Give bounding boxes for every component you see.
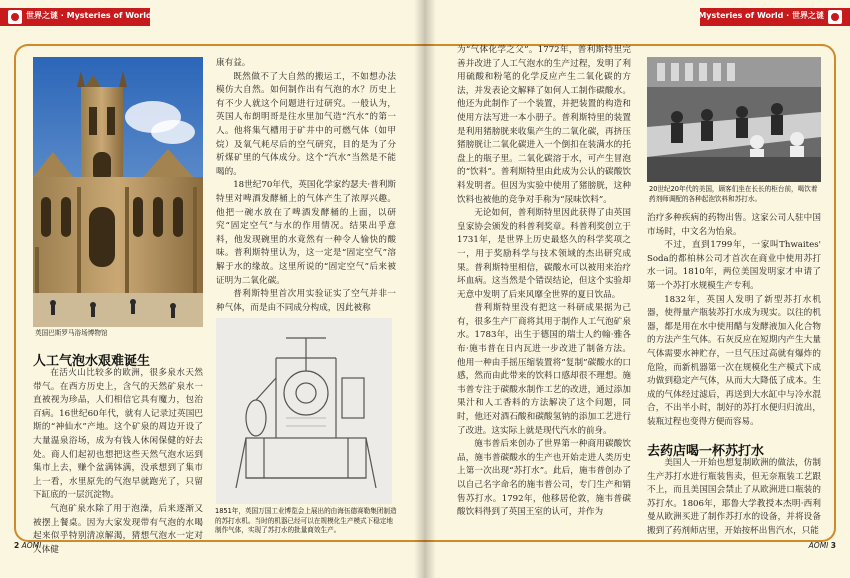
bath-abbey-photo	[33, 57, 203, 327]
soda-machine-illustration	[216, 318, 392, 504]
paragraph: 施韦普后来创办了世界第一种商用碳酸饮品，施韦普碳酸水的生产也开始走进人类历史上第一次出现“苏打水”。此后，施韦普创办了以自己名字命名的施韦普公司，专门生产和销售苏打水。1792年，他移居伦敦，施韦普碳酸饮料得到了英国王室的认可，并作为	[457, 439, 631, 518]
magazine-name: AOMI	[808, 541, 829, 550]
soda-fountain-caption: 20世纪20年代的美国，顾客们坐在长长的柜台前，喝饮着药剂师调配的各种起泡饮料和苏打水。	[649, 185, 818, 203]
bath-photo-caption: 英国巴斯罗马浴场博物馆	[35, 329, 108, 337]
paragraph: 18世纪70年代，英国化学家约瑟夫·普利斯特里对啤酒发酵桶上的气体产生了浓厚兴趣。他把一碗水放在了啤酒发酵桶的上面，以研究“固定空气”与水的作用情况。结果出乎意料，他发现碗里的水竟然有一种令人愉快的酸味。普利斯特里认为，这一定是“固定空气”溶解于水的缘故。这里所说的“固定空气”后来被证明为二氧化碳。	[216, 180, 396, 286]
paragraph: 不过，直到1799年，一家叫Thwaites' Soda的都柏林公司才首次在商业中使用苏打水一词。1810年，两位美国发明家才申请了第一个苏打水规模生产专利。	[647, 240, 821, 291]
paragraph: 康有益。	[216, 58, 251, 68]
page-number: 2	[14, 541, 20, 550]
globe-icon	[8, 10, 22, 24]
soda-fountain-illustration	[647, 57, 821, 182]
right-page	[425, 0, 850, 578]
soda-machine-caption: 1851年，英国万国工业博览会上展出的由海伍德赛勒集团制造的苏打水机。当时的机器已经可以在规模化生产模式下稳定地制作气体，实现了苏打水的批量商效生产。	[215, 507, 397, 535]
paragraph: 无论如何，普利斯特里因此获得了由英国皇家协会颁发的科普利奖章。科普利奖创立于1731年，是世界上历史最悠久的科学奖项之一，用于奖励科学与技术领域的杰出研究成果。普利斯特里相信，碳酸水可以被用来治疗坏血病。这当然是个错误结论，但这个实验却无意中发明了后来风靡全世界的夏日饮品。	[457, 208, 631, 300]
paragraph: 美国人一开始也想复制欧洲的做法，仿制生产苏打水进行瓶装售卖，但无奈瓶装工艺跟不上，而且美国国会禁止了从欧洲进口瓶装的苏打水。1806年，耶鲁大学教授本杰明·西利曼从欧洲买进了制作苏打水的设备，并将设备搬到了药剂师店里，开始按杯出售汽水，只能	[647, 458, 821, 536]
right-header-title: Mysteries of World · 世界之谜	[698, 11, 824, 20]
bath-abbey-illustration	[33, 57, 203, 327]
paragraph: 气泡矿泉水除了用于泡澡，后来逐渐又被摆上餐桌。因为大家发现带有气泡的水喝起来似乎特别清凉解渴，猜想气泡水一定对人体健	[33, 503, 203, 555]
paragraph: 为“气体化学之父”。1772年，普利斯特里完善并改进了人工气泡水的生产过程，发明了利用硫酸和粉笔的化学反应产生二氧化碳的方法，并发表论文解释了如何人工制作碳酸水。他还为此制作了一个装置，并把装置的构造和使用方法写进一本小册子。普利斯特里的装置是利用猪膀胱来收集产生的二氧化碳，再挤压猪膀胱让二氧化碳进入一个倒扣在装满水的托盘上的瓶子里。二氧化碳溶于水，可产生冒泡的“饮料”。普利斯特里由此成为公认的碳酸饮料发明者。但因为实验中使用了猪膀胱，这种饮料也被他的竞争对手称为“尿味饮料”。	[457, 45, 631, 205]
right-footer	[809, 541, 836, 550]
soda-fountain-photo	[647, 57, 821, 182]
paragraph: 在活火山比较多的欧洲，很多泉水天然带气。在西方历史上，含气的天然矿泉水一直被视为珍品，人们相信它具有魔力，包治百病。16世纪60年代，就有人记录过英国巴斯的“神仙水”产地。这个矿泉的周边开设了大量温泉浴场，成为有钱人休闲保健的好去处。商人们起初也想把这些天然气泡水运到集市上去，赚个盆满钵满，没承想到了集市上一看，水里原先的气泡早就跑光了，只留下缸底的一层沉淀物。	[33, 368, 203, 501]
page-number: 3	[830, 541, 836, 550]
paragraph: 普利斯特里首次用实验证实了空气并非一种气体，而是由不同成分构成，因此被称	[216, 289, 396, 313]
left-column-1	[33, 367, 203, 555]
left-column-2	[216, 57, 396, 315]
section-heading-artificial-sparkling: 人工气泡水艰难诞生	[33, 354, 151, 369]
right-column-2	[647, 212, 821, 434]
left-footer	[14, 541, 41, 550]
left-header-title: 世界之谜 · Mysteries of World	[26, 11, 152, 20]
globe-icon	[828, 10, 842, 24]
paragraph: 1832年，英国人发明了新型苏打水机器，使得量产瓶装苏打水成为现实。以往的机器，都是用在水中使用醋与发酵液加入化合物的方法产生气体。石灰反应在短期内产生大量气体需要水神贮存，一旦气压过高就有爆炸的危险，而新机器第一次在规模化生产模式下成功做到稳定产气体，从而大大降低了成本。生成的气体经过滤后，再送到大水缸中与冷水混合，不出半小时，制好的苏打水便归归流出，装瓶过程也变得方便而容易。	[647, 294, 821, 427]
right-column-1	[457, 44, 631, 532]
magazine-name: AOMI	[21, 541, 42, 550]
paragraph: 既然做不了大自然的搬运工，不如想办法模仿大自然。如何制作出有气泡的水？历史上有不少人就这个问题进行过研究。一般认为，英国人布朗明哥是往水里加气造“汽水”的第一人。他将集气槽用于矿井中的可燃气体（如甲烷）及氧气耗尽后的空气研究，目的是为了分析煤矿里的气体成分。这个“汽水”当然是不能喝的。	[216, 71, 396, 177]
soda-machine-photo	[216, 318, 392, 504]
section-heading-drugstore-soda: 去药店喝一杯苏打水	[647, 444, 765, 459]
paragraph: 普利斯特里没有把这一科研成果据为己有，很多生产厂商将其用于制作人工气泡矿泉水。1783年，出生于德国的瑞士人约翰·雅各布·施韦普在日内瓦进一步改进了制备方法。他用一种由手摇压缩装置将“复制”碳酸水的口感，然而由此带来的饮料口感却很不理想。施韦普专注于碳酸水制作工艺的改进，通过添加果汁和人工香料的方法解决了这个问题，同时，他还对酒石酸和碳酸氢钠的添加工艺进行了改进。这实际上就是现代汽水的前身。	[457, 303, 631, 436]
paragraph: 治疗多种疾病的药物出售。这家公司人驻中国市场时，中文名为怡泉。	[647, 213, 821, 237]
right-column-2b	[647, 457, 821, 535]
